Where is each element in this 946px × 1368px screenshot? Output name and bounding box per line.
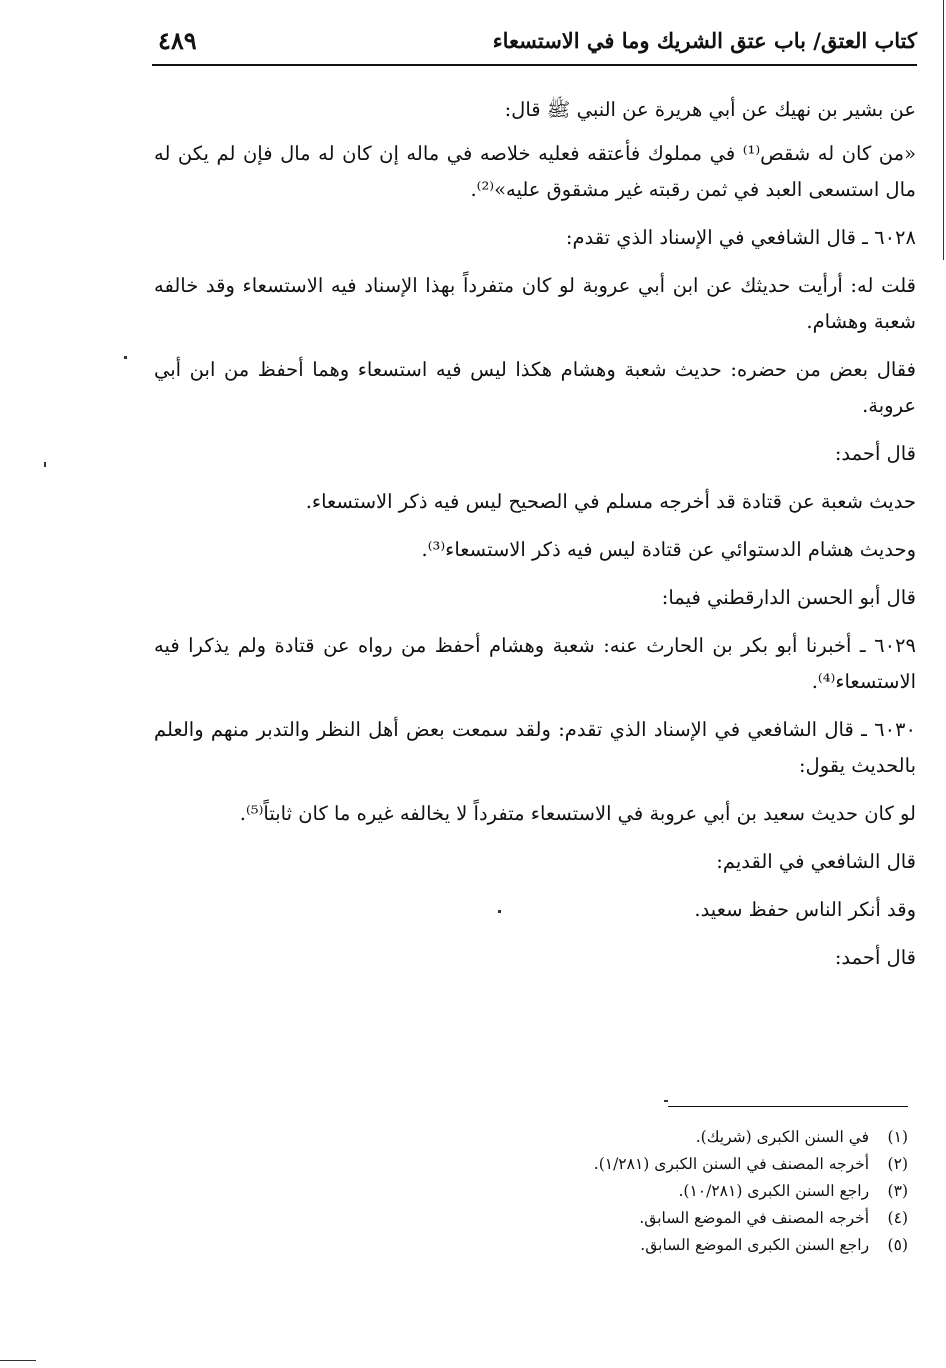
paragraph: ٦٠٣٠ ـ قال الشافعي في الإسناد الذي تقدم: ولقد سمعت بعض أهل النظر والتدبر منهم والعلم بالحديث يقول:	[154, 718, 916, 777]
paragraph: ٦٠٢٩ ـ أخبرنا أبو بكر بن الحارث عنه: شعبة وهشام أحفظ من رواه عن قتادة ولم يذكرا فيه الاستسعاء⁽⁴⁾.	[154, 634, 916, 693]
footnote-text: راجع السنن الكبرى الموضع السابق.	[640, 1236, 870, 1254]
footnote-text: أخرجه المصنف في السنن الكبرى (١/٢٨١).	[593, 1155, 870, 1173]
paragraph: قلت له: أرأيت حديثك عن ابن أبي عروبة لو كان متفرداً بهذا الإسناد فيه الاستسعاء وقد خالفه شعبة وهشام.	[154, 274, 916, 333]
footnote-number: (٥)	[887, 1236, 908, 1254]
scan-speck	[44, 462, 46, 467]
scan-edge-line	[943, 0, 944, 260]
footnote-text: أخرجه المصنف في الموضع السابق.	[639, 1209, 870, 1227]
scan-speck	[664, 1100, 668, 1102]
chapter-title: كتاب العتق/ باب عتق الشريك وما في الاستسعاء	[492, 28, 917, 53]
paragraph: حديث شعبة عن قتادة قد أخرجه مسلم في الصحيح ليس فيه ذكر الاستسعاء.	[305, 490, 916, 513]
paragraph: «من كان له شقص⁽¹⁾ في مملوك فأعتقه فعليه خلاصه في ماله إن كان له مال فإن لم يكن له مال استسعى العبد في ثمن رقبته غير مشقوق عليه»⁽²⁾.	[154, 142, 916, 201]
paragraph: قال أبو الحسن الدارقطني فيما:	[661, 586, 916, 609]
paragraph: عن بشير بن نهيك عن أبي هريرة عن النبي ﷺ قال:	[504, 98, 916, 121]
footnote	[208, 1232, 908, 1259]
footnotes	[208, 1124, 908, 1259]
footnote-text: في السنن الكبرى (شريك).	[695, 1128, 870, 1146]
running-header	[152, 22, 917, 66]
footnote-text: راجع السنن الكبرى (١٠/٢٨١).	[678, 1182, 870, 1200]
scan-edge-line	[0, 1360, 36, 1361]
paragraph: ٦٠٢٨ ـ قال الشافعي في الإسناد الذي تقدم:	[565, 226, 916, 249]
paragraph: قال الشافعي في القديم:	[716, 850, 916, 873]
paragraph: وقد أنكر الناس حفظ سعيد.	[694, 898, 916, 921]
main-text	[154, 92, 916, 988]
paragraph: وحديث هشام الدستوائي عن قتادة ليس فيه ذكر الاستسعاء⁽³⁾.	[421, 538, 916, 561]
page-number: ٤٨٩	[158, 26, 197, 55]
footnote-number: (٢)	[887, 1155, 908, 1173]
scan-speck	[498, 910, 501, 913]
footnote	[208, 1178, 908, 1205]
footnote-number: (٤)	[887, 1209, 908, 1227]
footnote	[208, 1124, 908, 1151]
footnote-number: (٣)	[887, 1182, 908, 1200]
paragraph: فقال بعض من حضره: حديث شعبة وهشام هكذا ليس فيه استسعاء وهما أحفظ من ابن أبي عروبة.	[154, 358, 916, 417]
paragraph: لو كان حديث سعيد بن أبي عروبة في الاستسعاء متفرداً لا يخالفه غيره ما كان ثابتاً⁽⁵⁾.	[239, 802, 916, 825]
footnote-divider	[668, 1106, 908, 1107]
paragraph: قال أحمد:	[834, 946, 916, 969]
footnote-number: (١)	[887, 1128, 908, 1146]
paragraph: قال أحمد:	[834, 442, 916, 465]
scan-speck	[124, 356, 127, 359]
footnote	[208, 1151, 908, 1178]
footnote	[208, 1205, 908, 1232]
